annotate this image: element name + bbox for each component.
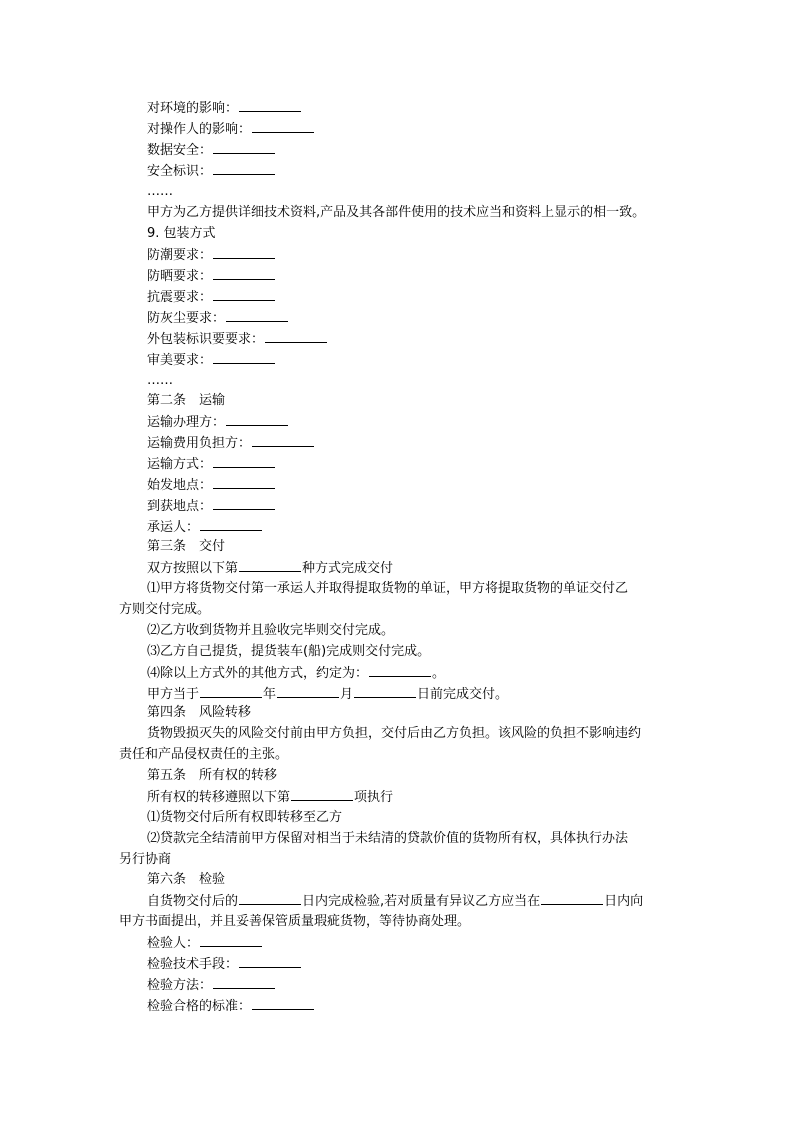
field-label: 检验技术手段： [147,957,239,972]
field-environment-impact [147,97,302,118]
delivery-option-2: ⑵乙方收到货物并且验收完毕则交付完成。 [147,623,395,638]
blank-field[interactable] [213,160,275,175]
field-shockproof [147,286,276,307]
blank-field[interactable] [200,932,262,947]
field-operator-impact [147,118,315,139]
field-label: 运输费用负担方： [147,436,252,451]
blank-field[interactable] [291,786,353,801]
blank-days[interactable] [239,890,301,905]
technical-docs-paragraph: 甲方为乙方提供详细技术资料,产品及其各部件使用的技术应当和资料上显示的相一致。 [147,205,646,220]
field-transport-handler [147,411,289,432]
field-pass-standard [147,995,315,1016]
risk-paragraph-cont: 责任和产品侵权责任的主张。 [119,747,289,762]
text-segment: 日内向 [604,894,644,909]
blank-field[interactable] [213,474,275,489]
blank-field[interactable] [226,411,288,426]
blank-field[interactable] [213,974,275,989]
text-segment: 月 [340,687,354,702]
blank-field[interactable] [213,495,275,510]
field-label: 到获地点： [147,499,213,514]
article-4-heading: 第四条 风险转移 [147,705,252,720]
ownership-option-1: ⑴货物交付后所有权即转移至乙方 [147,810,343,825]
article-3-heading: 第三条 交付 [147,539,226,554]
ownership-line [147,786,393,807]
field-label: 对环境的影响： [147,101,239,116]
ownership-option-2-cont: 另行协商 [119,852,172,867]
blank-field[interactable] [200,516,262,531]
ellipsis: …… [147,184,173,199]
blank-field[interactable] [252,118,314,133]
field-label: 审美要求： [147,353,213,368]
field-inspection-tech [147,953,302,974]
ellipsis: …… [147,373,173,388]
field-transport-cost [147,432,315,453]
delivery-option-1: ⑴甲方将货物交付第一承运人并取得提取货物的单证，甲方将提取货物的单证交付乙 [147,581,629,596]
article-6-heading: 第六条 检验 [147,872,226,887]
field-label: 数据安全： [147,143,213,158]
blank-month[interactable] [277,683,339,698]
field-carrier [147,516,263,537]
text-segment: 日内完成检验,若对质量有异议乙方应当在 [302,894,541,909]
delivery-option-4 [147,662,445,683]
field-inspector [147,932,263,953]
text-segment: 项执行 [354,790,394,805]
text-segment: 种方式完成交付 [302,561,394,576]
field-label: 抗震要求： [147,290,213,305]
field-destination [147,495,276,516]
article-2-heading: 第二条 运输 [147,393,226,408]
blank-field[interactable] [239,557,301,572]
text-segment: 甲方当于 [147,687,200,702]
field-label: 运输办理方： [147,415,226,430]
field-label: 检验合格的标准： [147,999,252,1014]
blank-year[interactable] [200,683,262,698]
inspection-paragraph-cont: 甲方书面提出，并且妥善保管质量瑕疵货物，等待协商处理。 [119,914,471,929]
field-aesthetic [147,349,276,370]
field-label: 安全标识： [147,164,213,179]
field-label: 始发地点： [147,478,213,493]
delivery-option-1-cont: 方则交付完成。 [119,602,211,617]
field-label: 运输方式： [147,457,213,472]
risk-paragraph: 货物毁损灭失的风险交付前由甲方负担，交付后由乙方负担。该风险的负担不影响违约 [147,726,642,741]
field-outer-label [147,328,328,349]
text-segment: ⑷除以上方式外的其他方式，约定为： [147,666,369,681]
blank-field[interactable] [213,244,275,259]
text-segment: 年 [263,687,277,702]
blank-field[interactable] [213,265,275,280]
text-segment: 所有权的转移遵照以下第 [147,790,291,805]
delivery-date-line [147,683,508,704]
blank-field[interactable] [369,662,431,677]
field-label: 检验方法： [147,978,213,993]
field-dustproof [147,307,289,328]
field-label: 防灰尘要求： [147,311,226,326]
blank-field[interactable] [213,349,275,364]
section-heading-packaging: 9. 包装方式 [147,226,216,241]
field-safety-mark [147,160,276,181]
blank-field[interactable] [252,432,314,447]
field-inspection-method [147,974,276,995]
field-label: 对操作人的影响： [147,122,252,137]
blank-field[interactable] [252,995,314,1010]
inspection-paragraph [147,890,643,911]
blank-field[interactable] [239,953,301,968]
text-segment: 自货物交付后的 [147,894,239,909]
blank-field[interactable] [226,307,288,322]
blank-field[interactable] [213,453,275,468]
blank-field[interactable] [265,328,327,343]
delivery-method-line [147,557,393,578]
field-moisture [147,244,276,265]
text-segment: 。 [432,666,446,681]
field-data-security [147,139,276,160]
field-transport-method [147,453,276,474]
field-label: 外包装标识要要求： [147,332,265,347]
blank-field[interactable] [213,139,275,154]
field-label: 防晒要求： [147,269,213,284]
text-segment: 日前完成交付。 [417,687,509,702]
article-5-heading: 第五条 所有权的转移 [147,768,278,783]
ownership-option-2: ⑵贷款完全结清前甲方保留对相当于未结清的贷款价值的货物所有权，具体执行办法 [147,831,629,846]
blank-field[interactable] [213,286,275,301]
blank-field[interactable] [239,97,301,112]
blank-days[interactable] [541,890,603,905]
blank-day[interactable] [354,683,416,698]
field-label: 承运人： [147,520,200,535]
delivery-option-3: ⑶乙方自己提货，提货装车(船)完成则交付完成。 [147,644,431,659]
field-origin [147,474,276,495]
field-label: 检验人： [147,936,200,951]
field-sunproof [147,265,276,286]
field-label: 防潮要求： [147,248,213,263]
text-segment: 双方按照以下第 [147,561,239,576]
